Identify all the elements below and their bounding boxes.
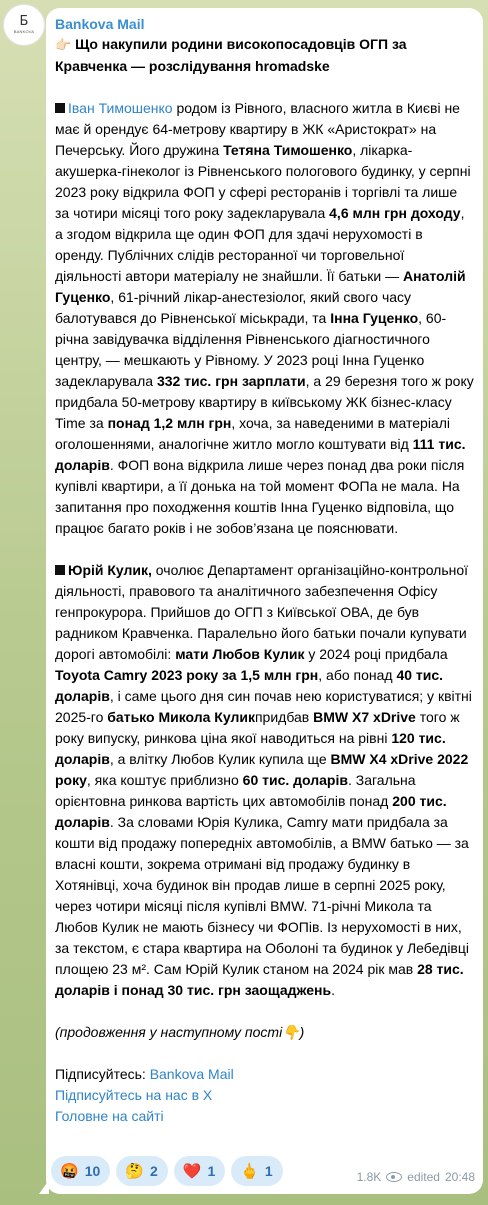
text-fragment: , хоча, за наведеними в матеріалі оголошеннями, аналогічне житло могло коштувати від (55, 415, 450, 452)
text-fragment: . Загальна орієнтовна ринкова вартість цих автомобілів понад (55, 772, 416, 809)
reaction-thinking[interactable] (116, 1156, 167, 1186)
bold-fragment: батько Микола Кулик (107, 709, 255, 725)
view-count: 1.8K (356, 1170, 382, 1184)
text-fragment: того ж року випуску, ринкова ціна якої наводиться на рівні (55, 709, 460, 746)
avatar-text: BANKOVA (13, 29, 35, 34)
text-fragment: придбав (254, 709, 314, 725)
headline-text: Що накупили родини високопосадовців ОГП за Кравченка — розслідування hromadske (55, 36, 407, 74)
bold-fragment: Юрій Кулик, (68, 562, 152, 578)
channel-avatar[interactable] (3, 4, 45, 46)
text-fragment: , 60-річна завідувачка відділення Рівненського діагностичного центру, — мешкають у Рівному. У 2023 році Інна Гуценко задекларувала (55, 310, 447, 389)
message-meta (357, 1170, 475, 1184)
text-fragment: , і саме цього дня син почав нею користуватися; у квітні 2025-го (55, 688, 472, 725)
x-link[interactable]: Підписуйтесь на нас в Х (55, 1087, 213, 1103)
bold-fragment: 111 тис. доларів (55, 436, 466, 473)
reactions-bar (51, 1156, 283, 1186)
bold-fragment: BMW X4 xDrive 2022 року (55, 751, 469, 788)
bold-fragment: 60 тис. доларів (242, 772, 348, 788)
text-fragment: , яка коштує приблизно (86, 772, 243, 788)
reaction-hand[interactable] (231, 1156, 282, 1186)
black-square-icon (55, 565, 65, 575)
text-fragment: . За словами Юрія Кулика, Camry мати придбала за кошти від продажу попередніх автомобілів, а BMW батько — за власні кошти, зокрема отримані від продажу будинку в Хотянівці, хоча будинок він продав лише в серпні 2025 року, через чотири місяці після купівлі BMW. 71-річні Микола та Любов Кулик не мають бізнесу чи ФОПів. Із нерухомості в них, за текстом, є стара квартира на Оболоні та будинок у Лебедівці площею 23 м². Сам Юрій Кулик станом на 2024 рік мав (55, 814, 469, 977)
angry-face-icon: 🤬 (60, 1162, 79, 1180)
bold-fragment: 4,6 млн грн доходу (329, 205, 461, 221)
pointing-hand-icon: 👉🏻 (55, 38, 72, 53)
bold-fragment: Тетяна Тимошенко (223, 142, 353, 158)
subscribe-line (55, 1064, 474, 1085)
thinking-face-icon: 🤔 (125, 1162, 144, 1180)
bold-fragment: 40 тис. доларів (55, 667, 444, 704)
text-fragment: , а згодом відкрила ще один ФОП для здачі нерухомості в оренду. Публічних слідів ресторанної чи торговельної діяльності автори матеріалу не знайшли. Її батьки — (55, 205, 465, 284)
text-fragment: у 2024 році придбала (304, 646, 448, 662)
bold-fragment: Toyota Camry 2023 року за 1,5 млн грн (55, 667, 319, 683)
bold-fragment: понад 1,2 млн грн (107, 415, 232, 431)
timestamp: 20:48 (444, 1170, 475, 1184)
bold-fragment: Анатолій Гуценко (55, 268, 466, 305)
text-fragment: , або понад (318, 667, 397, 683)
subscribe-label: Підписуйтесь: (55, 1066, 150, 1082)
edited-label: edited (407, 1170, 440, 1184)
avatar-glyph: Б (19, 14, 29, 29)
message-bubble (46, 8, 483, 1194)
eye-icon (386, 1172, 402, 1182)
text-fragment: очолює Департамент організаційно-контрольної діяльності, правового та аналітичного забезпечення Офісу генпрокурора. Прийшов до ОГП з Київської ОВА, де був радником Кравченка. Паралельно його батьки почали купувати дорогі автомобілі: (55, 562, 469, 662)
bold-fragment: 28 тис. доларів і понад 30 тис. грн заощаджень (55, 961, 464, 998)
bold-fragment: мати Любов Кулик (175, 646, 305, 662)
black-square-icon (55, 103, 65, 113)
reaction-count: 1 (264, 1163, 273, 1179)
reaction-angry[interactable] (51, 1156, 110, 1186)
site-link[interactable]: Головне на сайті (55, 1108, 164, 1124)
paragraph-2-text (55, 562, 472, 998)
bold-fragment: 332 тис. грн зарплати (156, 373, 306, 389)
post-headline (55, 34, 474, 77)
paragraph-2 (55, 560, 474, 1001)
bold-fragment: 120 тис. доларів (55, 730, 446, 767)
text-fragment: , лікарка-акушерка-гінеколог із Рівненського пологового будинку, у серпні 2023 року відкрила ФОП у сфері ресторанів і торгівлі та лише за чотири місяці того року задекларувала (55, 142, 471, 221)
paragraph-1-text (55, 100, 474, 536)
bold-fragment: Інна Гуценко (330, 310, 419, 326)
text-fragment: родом із Рівного, власного житла в Києві не має й орендує 64-метрову квартиру в ЖК «Аристократ» на Печерську. Його дружина (55, 100, 460, 158)
text-fragment: . ФОП вона відкрила лише через понад два роки після купівлі квартири, а її донька на той момент ФОПа не мала. На запитання про походження коштів Інна Гуценко відповіла, що працює багато років і не зобов’язана це пояснювати. (55, 457, 465, 536)
reaction-count: 2 (149, 1163, 158, 1179)
bold-fragment: 200 тис. доларів (55, 793, 447, 830)
continuation-note: (продовження у наступному пості👇) (55, 1024, 305, 1040)
heart-icon: ❤️ (182, 1162, 202, 1180)
person-link[interactable]: Іван Тимошенко (68, 100, 173, 116)
subscribe-link[interactable]: Bankova Mail (149, 1066, 234, 1082)
text-fragment: , 61-річний лікар-анестезіолог, який свого часу балотувався до Рівненської міськради, та (55, 289, 412, 326)
reaction-heart[interactable] (174, 1156, 225, 1186)
hand-gesture-icon: 🖕 (240, 1162, 259, 1180)
post-text (55, 34, 474, 1127)
text-fragment: , а 29 березня того ж року придбала 50-метрову квартиру в київському ЖК бізнес-класу Time за (55, 373, 474, 431)
reaction-count: 10 (84, 1163, 101, 1179)
text-fragment: . (331, 982, 335, 998)
channel-name[interactable]: Bankova Mail (55, 16, 145, 32)
text-fragment: , а влітку Любов Кулик купила ще (109, 751, 331, 767)
reaction-count: 1 (207, 1163, 216, 1179)
bold-fragment: BMW X7 xDrive (313, 709, 416, 725)
paragraph-1 (55, 98, 474, 539)
